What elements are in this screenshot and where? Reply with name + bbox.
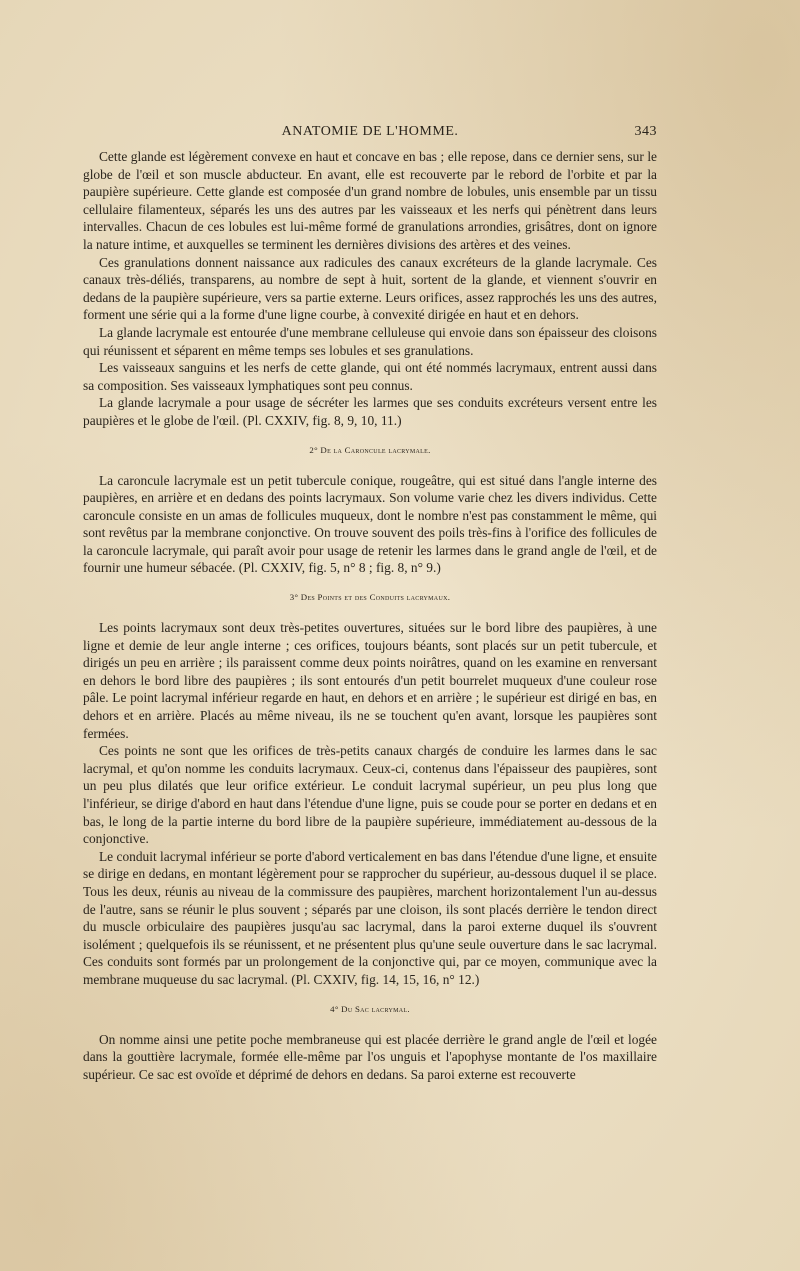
paragraph: Le conduit lacrymal inférieur se porte d'abord verticalement en bas dans l'étendue d'une ligne, et ensuite se dirige en dedans, en montant légèrement pour se rapprocher du supérieur, au-dessous duquel il se place. Tous les deux, réunis au niveau de la commissure des paupières, marchent horizontalement l'un au-dessus de l'autre, sans se réunir le plus souvent ; séparés par une cloison, ils sont placés derrière le tendon direct du muscle orbiculaire des paupières jusqu'au sac lacrymal, dans la paroi externe duquel ils s'ouvrent isolément ; quelquefois ils se réunissent, et ne présentent plus qu'une seule ouverture dans le sac lacrymal. Ces conduits sont formés par un prolongement de la conjonctive qui, par ce moyen, communique avec la membrane muqueuse du sac lacrymal. (Pl. CXXIV, fig. 14, 15, 16, n° 12.)	[83, 848, 657, 987]
page-body	[83, 148, 657, 1083]
running-title: ANATOMIE DE L'HOMME.	[281, 124, 459, 139]
running-header	[83, 124, 657, 142]
section-heading: 3° Des Points et des Conduits lacrymaux.	[289, 592, 451, 603]
paragraph: Cette glande est légèrement convexe en haut et concave en bas ; elle repose, dans ce dernier sens, sur le globe de l'œil et son muscle abducteur. En avant, elle est recouverte par le rebord de l'orbite et par la paupière supérieure. Cette glande est composée d'un grand nombre de lobules, unis ensemble par un tissu cellulaire filamenteux, séparés les uns des autres par les vaisseaux et les nerfs qui pénètrent dans leurs intervalles. Chacun de ces lobules est lui-même formé de granulations arrondies, grisâtres, dont on ignore la nature intime, et auxquelles se terminent les dernières divisions des artères et des veines.	[83, 149, 657, 252]
paragraph: La caroncule lacrymale est un petit tubercule conique, rougeâtre, qui est situé dans l'angle interne des paupières, en arrière et en dedans des points lacrymaux. Son volume varie chez les divers individus. Cette caroncule consiste en un amas de follicules muqueux, dont le nombre n'est pas constamment le même, qui sont revêtus par la membrane conjonctive. On trouve souvent des poils très-fins à l'orifice des follicules de la caroncule lacrymale, qui paraît avoir pour usage de retenir les larmes dans le grand angle de l'œil, et de fournir une humeur sébacée. (Pl. CXXIV, fig. 5, n° 8 ; fig. 8, n° 9.)	[83, 472, 657, 576]
section-heading: 4° Du Sac lacrymal.	[330, 1003, 410, 1014]
paragraph: Les vaisseaux sanguins et les nerfs de cette glande, qui ont été nommés lacrymaux, entrent aussi dans sa composition. Ses vaisseaux lymphatiques sont peu connus.	[83, 360, 657, 393]
paragraph: Ces points ne sont que les orifices de très-petits canaux chargés de conduire les larmes dans le sac lacrymal, et qu'on nomme les conduits lacrymaux. Ceux-ci, contenus dans l'épaisseur des paupières, sont un peu plus dilatés que leur orifice extérieur. Le conduit lacrymal supérieur, un peu plus long que l'inférieur, se dirige d'abord en haut dans l'étendue d'une ligne, puis se coude pour se porter en dedans et en bas, le long de la partie interne du bord libre de la paupière supérieure, immédiatement au-dessous de la conjonctive.	[83, 743, 657, 847]
paragraph: Ces granulations donnent naissance aux radicules des canaux excréteurs de la glande lacrymale. Ces canaux très-déliés, transparens, au nombre de sept à huit, sortent de la glande, et viennent s'ouvrir en dedans de la paupière supérieure, vers sa partie externe. Leurs orifices, assez rapprochés les uns des autres, forment une série qui a la forme d'une ligne courbe, à convexité dirigée en haut et en dehors.	[83, 254, 657, 323]
page-number: 343	[634, 124, 657, 139]
paragraph: La glande lacrymale est entourée d'une membrane celluleuse qui envoie dans son épaisseur des cloisons qui réunissent et séparent en même temps ses lobules et ses granulations.	[83, 324, 657, 358]
paragraph: Les points lacrymaux sont deux très-petites ouvertures, situées sur le bord libre des paupières, à une ligne et demie de leur angle interne ; ces orifices, toujours béants, sont placés sur un petit tubercule, et dirigés un peu en arrière ; ils paraissent comme deux points noirâtres, quand on les examine en renversant en dehors le bord libre des paupières ; ils sont entourés d'un petit bourrelet muqueux d'une couleur rose pâle. Le point lacrymal inférieur regarde en haut, en dehors et en arrière ; le supérieur est dirigé en bas, en dehors et en arrière. Placés au même niveau, ils ne se touchent qu'en avant, lorsque les paupières sont fermées.	[83, 620, 657, 741]
section-heading: 2° De la Caroncule lacrymale.	[309, 444, 431, 455]
paragraph: On nomme ainsi une petite poche membraneuse qui est placée derrière le grand angle de l'œil et logée dans la gouttière lacrymale, formée elle-même par l'os unguis et l'apophyse montante de l'os maxillaire supérieur. Ce sac est ovoïde et déprimé de dehors en dedans. Sa paroi externe est recouverte	[83, 1031, 657, 1082]
paragraph: La glande lacrymale a pour usage de sécréter les larmes que ses conduits excréteurs versent entre les paupières et le globe de l'œil. (Pl. CXXIV, fig. 8, 9, 10, 11.)	[83, 395, 657, 428]
